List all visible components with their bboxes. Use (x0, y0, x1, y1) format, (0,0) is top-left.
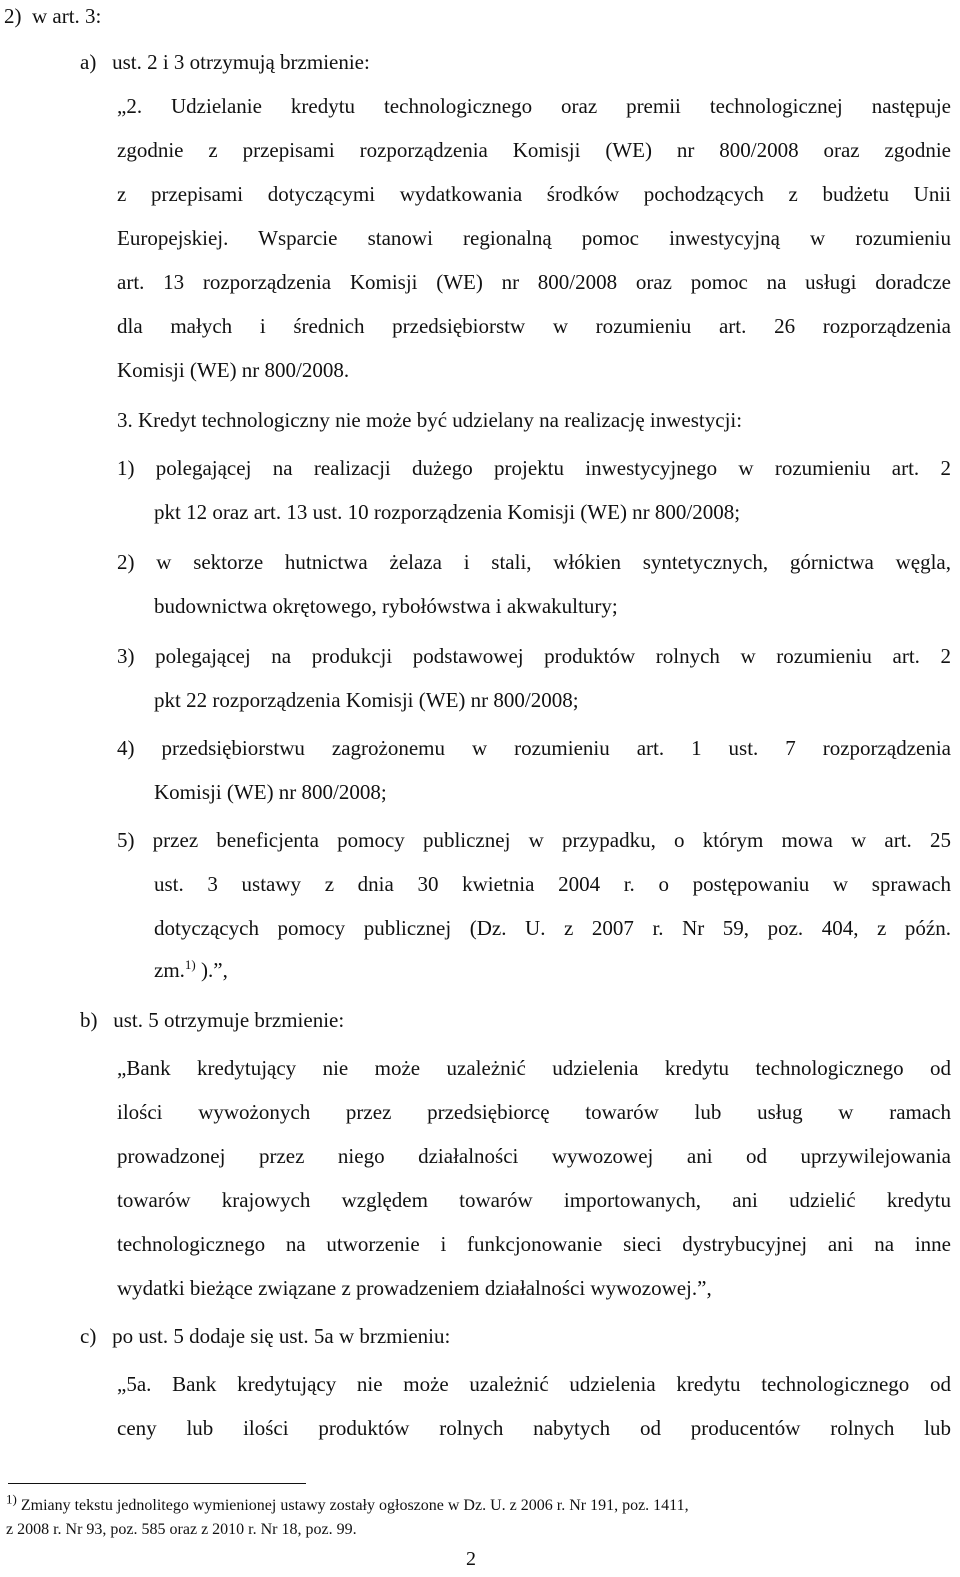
paragraph-line: art. 13 rozporządzenia Komisji (WE) nr 800/2008 oraz pomoc na usługi doradcze (117, 270, 951, 294)
subitem-a: a) ust. 2 i 3 otrzymują brzmienie: (80, 50, 370, 74)
paragraph-line: technologicznego na utworzenie i funkcjonowanie sieci dystrybucyjnej ani na inne (117, 1232, 951, 1256)
footnote-line-2: z 2008 r. Nr 93, poz. 585 oraz z 2010 r. Nr 18, poz. 99. (6, 1521, 357, 1538)
list-item-4-cont: Komisji (WE) nr 800/2008; (154, 780, 387, 804)
paragraph-line: zgodnie z przepisami rozporządzenia Komisji (WE) nr 800/2008 oraz zgodnie (117, 138, 951, 162)
footnote-ref: 1) (184, 957, 196, 972)
page-number: 2 (466, 1548, 476, 1570)
list-item-5-cont: ust. 3 ustawy z dnia 30 kwietnia 2004 r. o postępowaniu w sprawach (154, 872, 951, 896)
footnote-divider (8, 1483, 306, 1484)
paragraph-line: „5a. Bank kredytujący nie może uzależnić udzielenia kredytu technologicznego od (117, 1372, 951, 1396)
paragraph-line: towarów krajowych względem towarów importowanych, ani udzielić kredytu (117, 1188, 951, 1212)
list-item-5-end: zm.$^{1)}$ ).”, (154, 957, 228, 982)
paragraph-line: prowadzonej przez niego działalności wywozowej ani od uprzywilejowania (117, 1144, 951, 1168)
paragraph-line: „2. Udzielanie kredytu technologicznego oraz premii technologicznej następuje (117, 94, 951, 118)
paragraph-line: 3. Kredyt technologiczny nie może być udzielany na realizację inwestycji: (117, 408, 743, 432)
paragraph-line: dla małych i średnich przedsiębiorstw w rozumieniu art. 26 rozporządzenia (117, 314, 951, 338)
list-item-3: 3) polegającej na produkcji podstawowej produktów rolnych w rozumieniu art. 2 (117, 644, 951, 668)
list-item-3-cont: pkt 22 rozporządzenia Komisji (WE) nr 800/2008; (154, 688, 579, 712)
paragraph-line: wydatki bieżące związane z prowadzeniem działalności wywozowej.”, (117, 1276, 712, 1300)
list-item-2-cont: budownictwa okrętowego, rybołówstwa i akwakultury; (154, 594, 618, 618)
list-item-4: 4) przedsiębiorstwu zagrożonemu w rozumieniu art. 1 ust. 7 rozporządzenia (117, 736, 951, 760)
paragraph-line: Europejskiej. Wsparcie stanowi regionalną pomoc inwestycyjną w rozumieniu (117, 226, 951, 250)
footnote-marker: 1) (6, 1491, 17, 1507)
paragraph-line: z przepisami dotyczącymi wydatkowania środków pochodzących z budżetu Unii (117, 182, 951, 206)
list-item-1: 1) polegającej na realizacji dużego projektu inwestycyjnego w rozumieniu art. 2 (117, 456, 951, 480)
footnote: $^{1)}$ Zmiany tekstu jednolitego wymienionej ustawy zostały ogłoszone w Dz. U. z 2006 r. Nr 191, poz. 1411, (6, 1491, 689, 1514)
list-item-5-cont: dotyczących pomocy publicznej (Dz. U. z 2007 r. Nr 59, poz. 404, z późn. (154, 916, 951, 940)
list-item-1-cont: pkt 12 oraz art. 13 ust. 10 rozporządzenia Komisji (WE) nr 800/2008; (154, 500, 741, 524)
subitem-c: c) po ust. 5 dodaje się ust. 5a w brzmieniu: (80, 1324, 451, 1348)
list-item-5: 5) przez beneficjenta pomocy publicznej w przypadku, o którym mowa w art. 25 (117, 828, 951, 852)
paragraph-line: ilości wywożonych przez przedsiębiorcę towarów lub usług w ramach (117, 1100, 951, 1124)
paragraph-line: Komisji (WE) nr 800/2008. (117, 358, 350, 382)
list-item-2: 2) w sektorze hutnictwa żelaza i stali, włókien syntetycznych, górnictwa węgla, (117, 550, 951, 574)
paragraph-line: „Bank kredytujący nie może uzależnić udzielenia kredytu technologicznego od (117, 1056, 951, 1080)
subitem-b: b) ust. 5 otrzymuje brzmienie: (80, 1008, 345, 1032)
item-2: 2) w art. 3: (4, 4, 102, 28)
paragraph-line: ceny lub ilości produktów rolnych nabytych od producentów rolnych lub (117, 1416, 951, 1440)
